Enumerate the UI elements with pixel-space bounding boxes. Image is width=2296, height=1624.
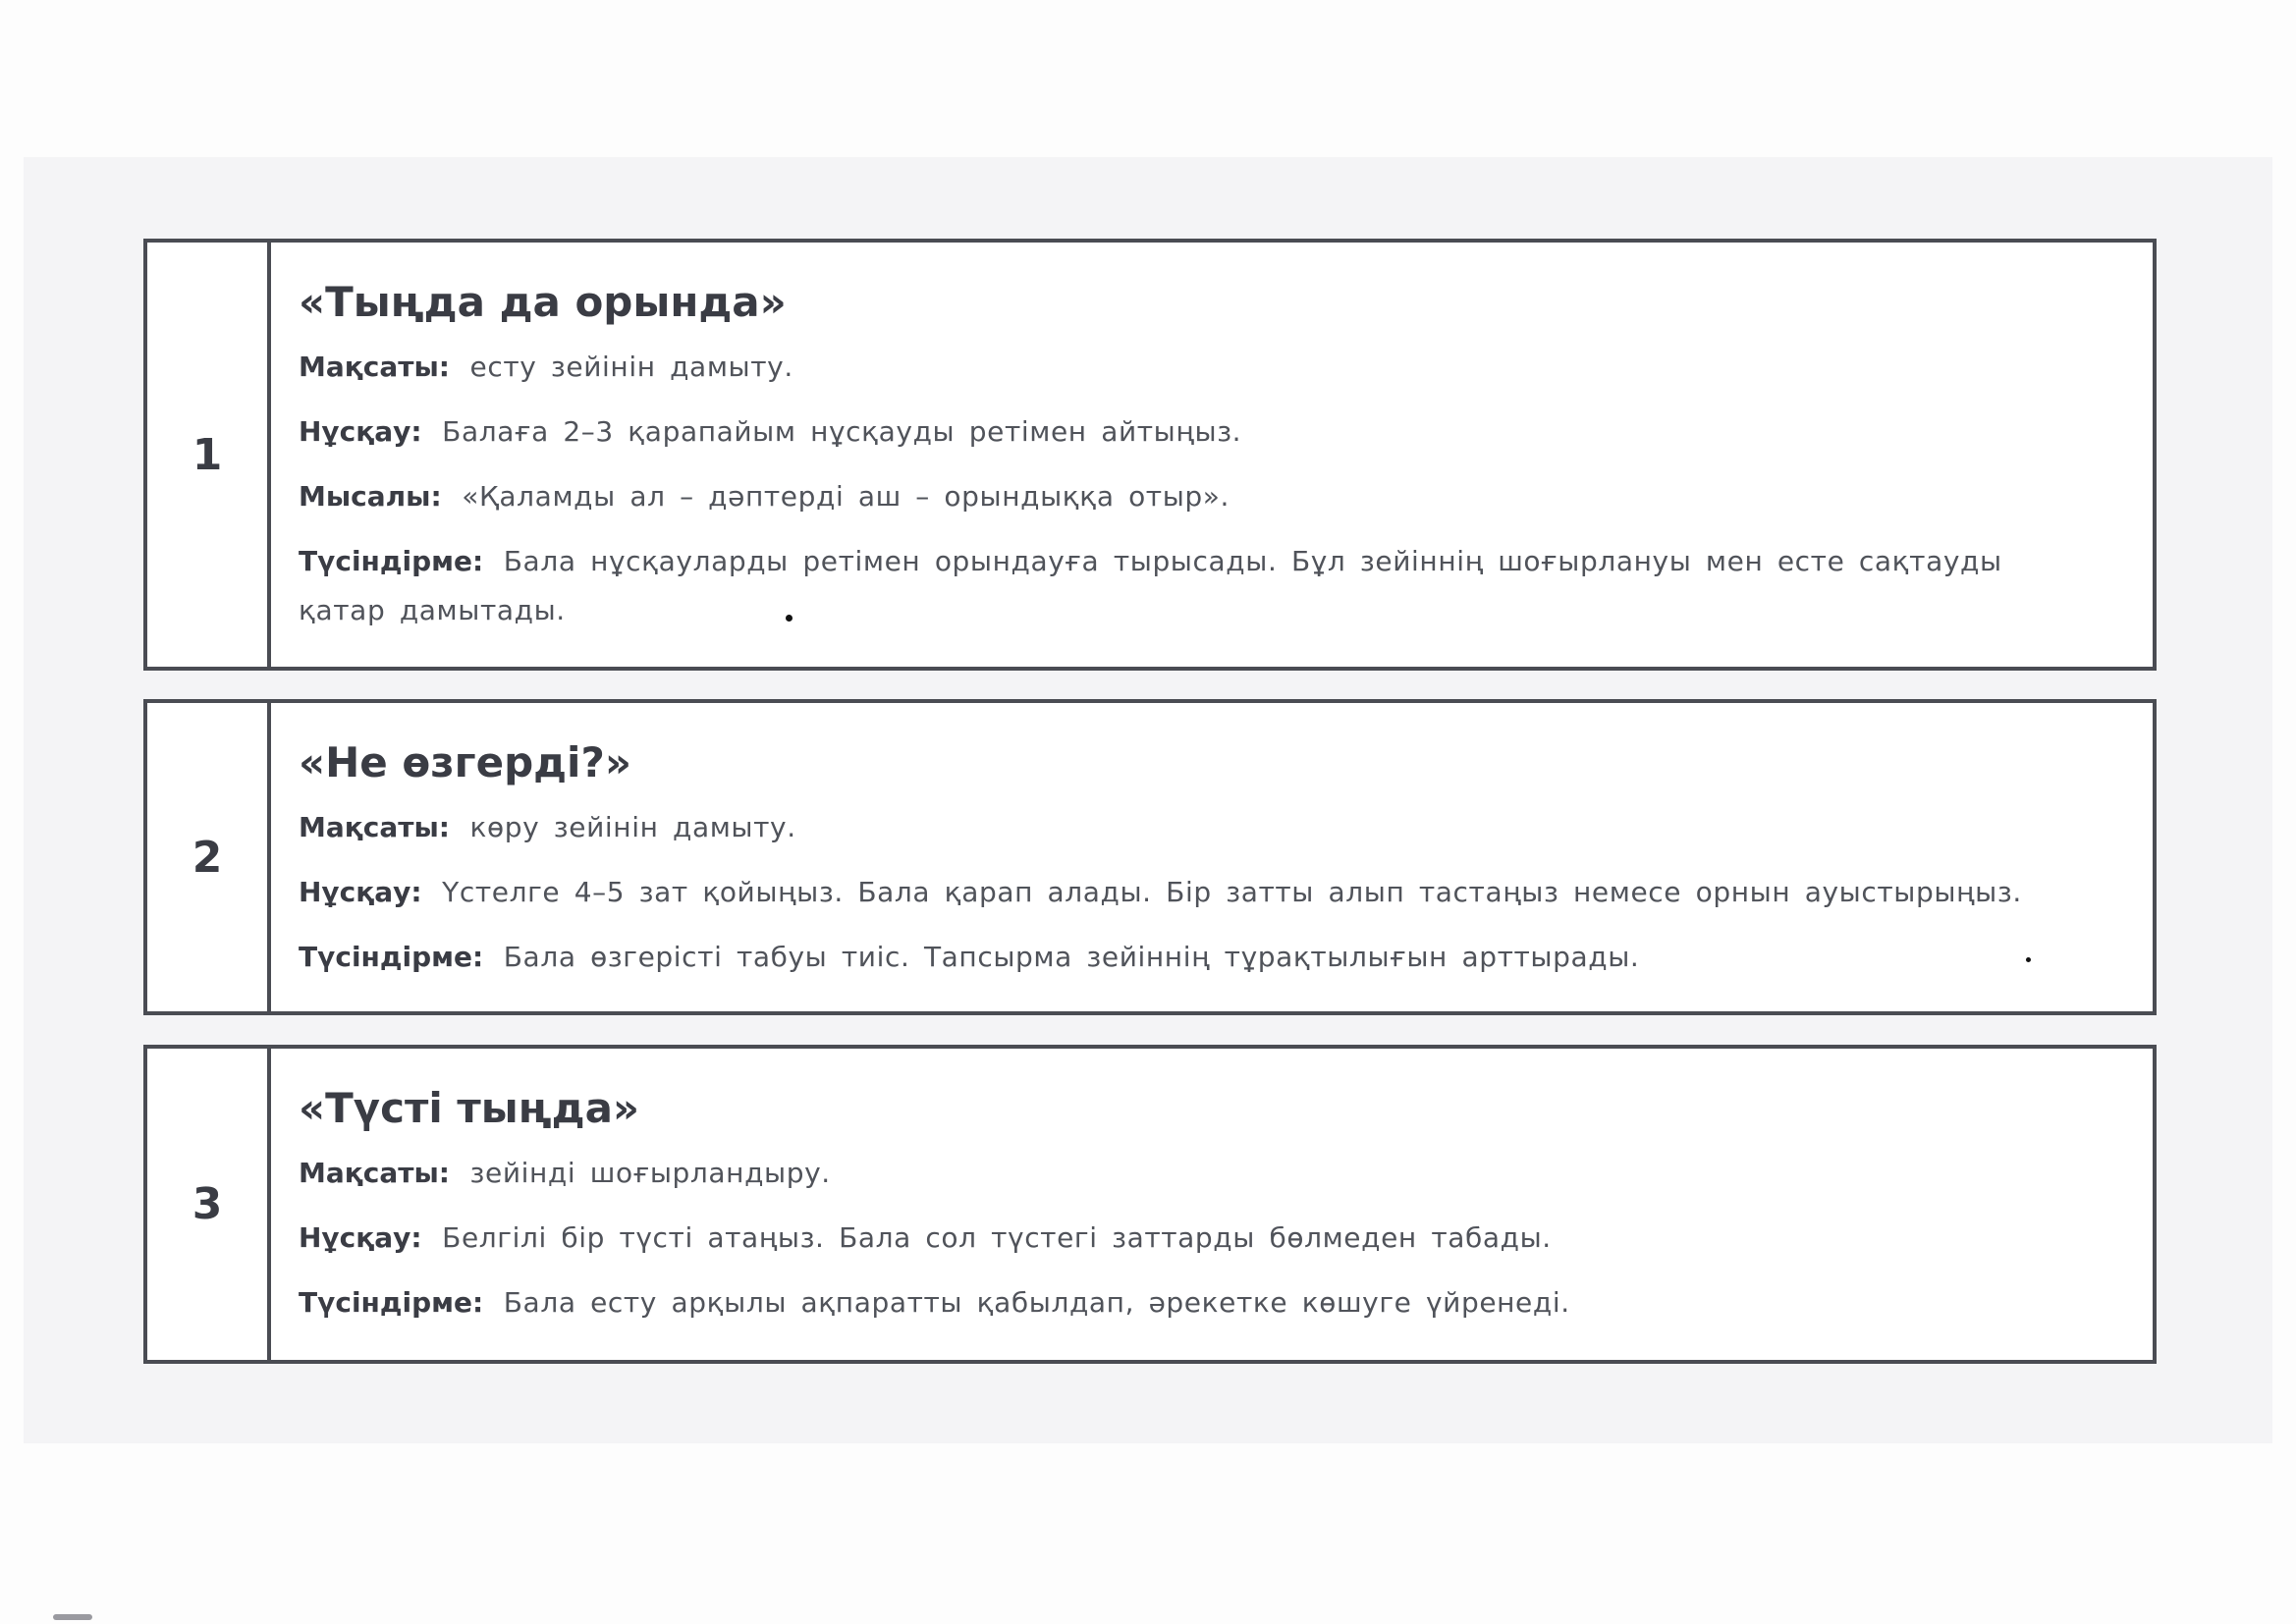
explanation-text: Бала есту арқылы ақпаратты қабылдап, әрекетке көшуге үйренеді. <box>503 1286 1570 1319</box>
instruction-row <box>299 868 2054 917</box>
explanation-label: Түсіндірме: <box>299 941 484 973</box>
explanation-text: Бала нұсқауларды ретімен орындауға тырысады. Бұл зейіннің шоғырлануы мен есте сақтауды қатар дамытады. <box>299 545 2002 626</box>
explanation-text: Бала өзгерісті табуы тиіс. Тапсырма зейіннің тұрақтылығын арттырады. <box>503 941 1640 973</box>
explanation-label: Түсіндірме: <box>299 545 484 577</box>
explanation-row <box>299 1278 2054 1327</box>
instruction-text: Белгілі бір түсті атаңыз. Бала сол түстегі заттарды бөлмеден табады. <box>442 1221 1552 1254</box>
goal-label: Мақсаты: <box>299 811 450 843</box>
exercise-number: 1 <box>147 243 271 667</box>
exercise-content <box>271 703 2153 1011</box>
example-text: «Қаламды ал – дәптерді аш – орындыққа отыр». <box>462 480 1230 513</box>
goal-text: көру зейінін дамыту. <box>469 811 796 843</box>
instruction-row <box>299 1214 2054 1263</box>
scan-speck <box>2026 957 2031 962</box>
goal-label: Мақсаты: <box>299 351 450 383</box>
goal-row <box>299 1149 2054 1198</box>
exercise-card-1 <box>143 239 2157 671</box>
explanation-label: Түсіндірме: <box>299 1286 484 1319</box>
example-row <box>299 472 2054 521</box>
exercise-title: «Тыңда да орында» <box>299 278 787 326</box>
scan-mark <box>53 1614 92 1620</box>
instruction-label: Нұсқау: <box>299 876 422 908</box>
instruction-row <box>299 407 2054 457</box>
exercise-number: 2 <box>147 703 271 1011</box>
exercise-number: 3 <box>147 1049 271 1360</box>
exercise-card-3 <box>143 1045 2157 1364</box>
goal-row <box>299 803 2054 852</box>
exercise-content <box>271 243 2153 667</box>
instruction-label: Нұсқау: <box>299 415 422 448</box>
instruction-label: Нұсқау: <box>299 1221 422 1254</box>
instruction-text: Үстелге 4–5 зат қойыңыз. Бала қарап алады. Бір затты алып тастаңыз немесе орнын ауыстырыңыз. <box>442 876 2022 908</box>
exercise-content <box>271 1049 2153 1360</box>
goal-label: Мақсаты: <box>299 1157 450 1189</box>
scan-speck <box>786 615 793 622</box>
exercise-title: «Не өзгерді?» <box>299 738 631 786</box>
explanation-row <box>299 537 2054 635</box>
goal-text: есту зейінін дамыту. <box>469 351 793 383</box>
example-label: Мысалы: <box>299 480 442 513</box>
goal-row <box>299 343 2054 392</box>
instruction-text: Балаға 2–3 қарапайым нұсқауды ретімен айтыңыз. <box>442 415 1242 448</box>
explanation-row <box>299 933 2054 982</box>
goal-text: зейінді шоғырландыру. <box>469 1157 831 1189</box>
exercise-card-2 <box>143 699 2157 1015</box>
exercise-title: «Түсті тыңда» <box>299 1084 640 1132</box>
